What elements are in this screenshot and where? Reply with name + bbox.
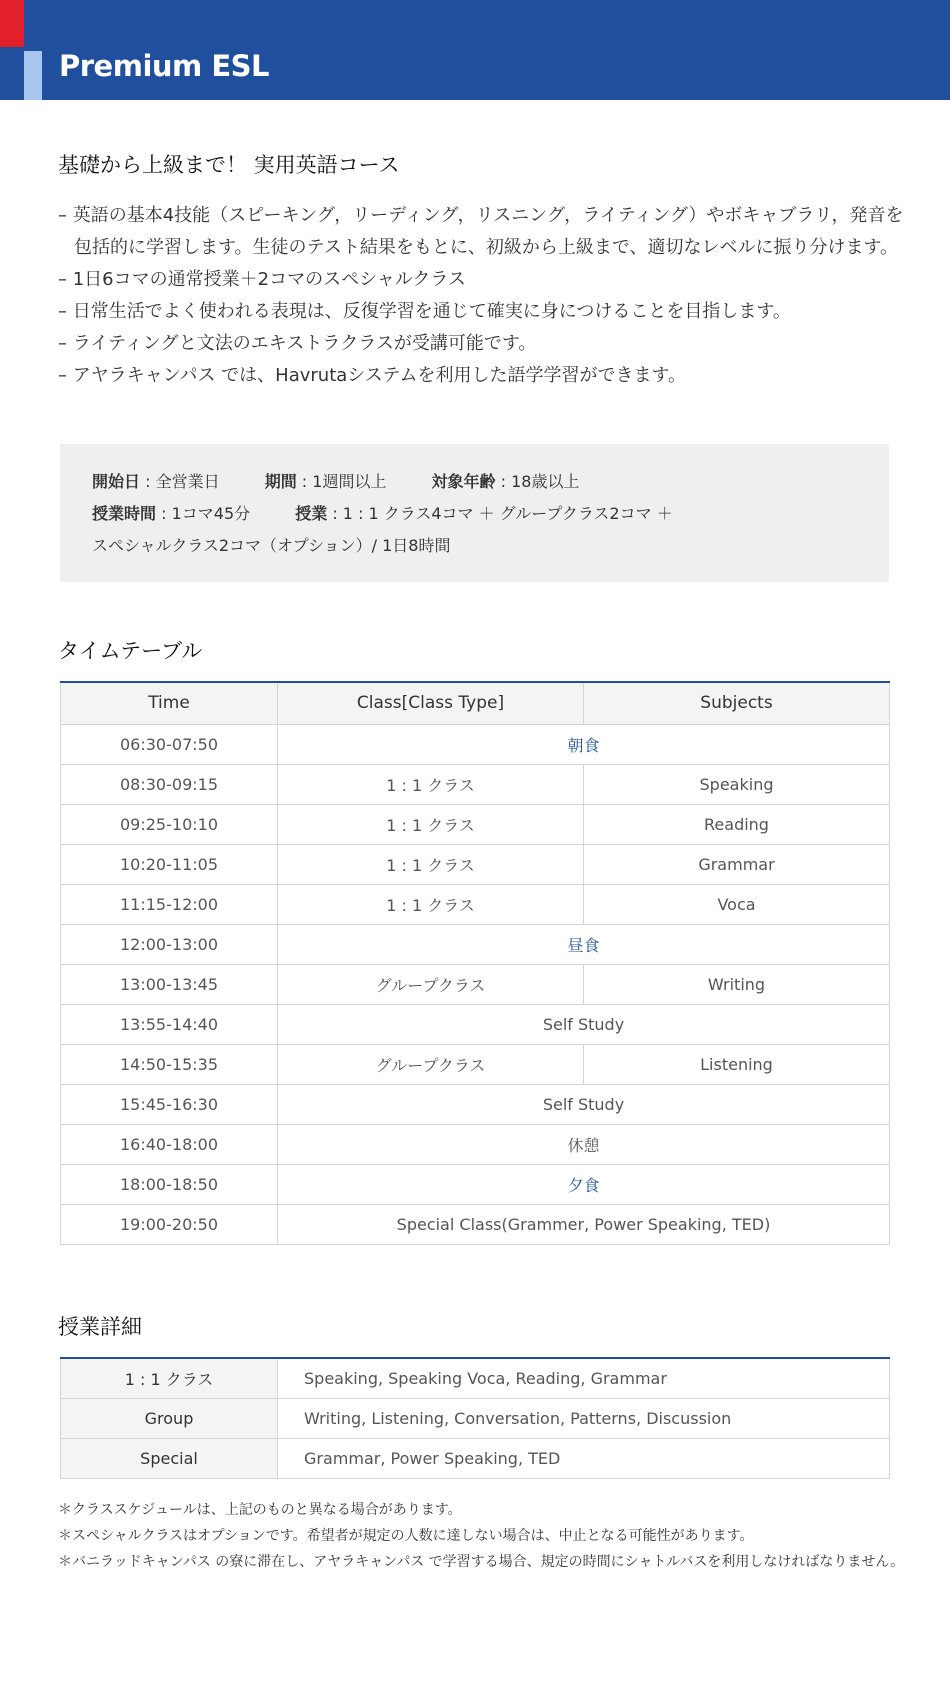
time-cell: 12:00-13:00: [61, 924, 278, 964]
hours-value: : 1コマ45分: [156, 504, 251, 523]
age-value: : 18歳以上: [495, 472, 580, 491]
timetable: [60, 681, 890, 1245]
footnotes: [58, 1497, 904, 1575]
merged-cell: 朝食: [278, 724, 890, 764]
time-cell: 15:45-16:30: [61, 1084, 278, 1124]
detail-label: Group: [61, 1398, 278, 1438]
table-row: [61, 1124, 890, 1164]
timetable-title: タイムテーブル: [58, 639, 203, 663]
page-header: [0, 0, 950, 100]
class-cell: グループクラス: [278, 1044, 584, 1084]
table-row: [61, 1438, 890, 1478]
intro-bullets: [58, 200, 918, 392]
footnote: ＊バニラッドキャンパス の寮に滞在し、アヤラキャンパス で学習する場合、規定の時間にシャトルバスを利用しなければなりません。: [58, 1554, 905, 1570]
footnote: ＊スペシャルクラスはオプションです。希望者が規定の人数に達しない場合は、中止となる可能性があります。: [58, 1528, 754, 1544]
detail-value: Speaking, Speaking Voca, Reading, Grammar: [278, 1358, 890, 1398]
period-label: 期間: [264, 472, 297, 491]
table-row: [61, 924, 890, 964]
merged-cell: 休憩: [278, 1124, 890, 1164]
table-row: [61, 1358, 890, 1398]
subject-cell: Grammar: [584, 844, 890, 884]
time-cell: 13:55-14:40: [61, 1004, 278, 1044]
table-row: [61, 964, 890, 1004]
table-row: [61, 1204, 890, 1244]
intro-title: 基礎から上級まで！ 実用英語コース: [58, 153, 400, 177]
period-value: : 1週間以上: [296, 472, 387, 491]
age-label: 対象年齢: [431, 472, 496, 491]
page-title: Premium ESL: [59, 49, 270, 83]
classes-value-continued: スペシャルクラス2コマ（オプション）/ 1日8時間: [92, 536, 451, 555]
table-header-row: [61, 682, 890, 724]
detail-label: Special: [61, 1438, 278, 1478]
table-row: [61, 1084, 890, 1124]
time-cell: 18:00-18:50: [61, 1164, 278, 1204]
time-cell: 16:40-18:00: [61, 1124, 278, 1164]
merged-cell: Special Class(Grammer, Power Speaking, TED): [278, 1204, 890, 1244]
table-row: [61, 1164, 890, 1204]
table-row: [61, 844, 890, 884]
class-cell: グループクラス: [278, 964, 584, 1004]
table-row: [61, 804, 890, 844]
class-cell: 1 : 1 クラス: [278, 804, 584, 844]
table-row: [61, 724, 890, 764]
start-label: 開始日: [92, 472, 141, 491]
bullet-item: – 1日6コマの通常授業＋2コマのスペシャルクラス: [58, 269, 466, 290]
table-row: [61, 884, 890, 924]
subject-cell: Reading: [584, 804, 890, 844]
time-cell: 19:00-20:50: [61, 1204, 278, 1244]
column-header: Subjects: [584, 682, 890, 724]
hours-label: 授業時間: [92, 504, 157, 523]
details-title: 授業詳細: [58, 1315, 142, 1339]
detail-value: Writing, Listening, Conversation, Patterns, Discussion: [278, 1398, 890, 1438]
merged-cell: 昼食: [278, 924, 890, 964]
time-cell: 13:00-13:45: [61, 964, 278, 1004]
column-header: Time: [61, 682, 278, 724]
table-row: [61, 1044, 890, 1084]
time-cell: 08:30-09:15: [61, 764, 278, 804]
merged-cell: Self Study: [278, 1084, 890, 1124]
time-cell: 09:25-10:10: [61, 804, 278, 844]
table-row: [61, 1398, 890, 1438]
header-red-accent: [0, 0, 24, 47]
info-row: [92, 498, 857, 530]
classes-value: : 1 : 1 クラス4コマ ＋ グループクラス2コマ ＋: [327, 504, 673, 523]
subject-cell: Writing: [584, 964, 890, 1004]
detail-value: Grammar, Power Speaking, TED: [278, 1438, 890, 1478]
start-value: : 全営業日: [140, 472, 220, 491]
subject-cell: Speaking: [584, 764, 890, 804]
classes-label: 授業: [295, 504, 328, 523]
bullet-item: – ライティングと文法のエキストラクラスが受講可能です。: [58, 333, 537, 354]
time-cell: 06:30-07:50: [61, 724, 278, 764]
class-cell: 1 : 1 クラス: [278, 764, 584, 804]
info-row: [92, 466, 857, 498]
detail-label: 1 : 1 クラス: [61, 1358, 278, 1398]
merged-cell: 夕食: [278, 1164, 890, 1204]
time-cell: 14:50-15:35: [61, 1044, 278, 1084]
subject-cell: Voca: [584, 884, 890, 924]
footnote: ＊クラススケジュールは、上記のものと異なる場合があります。: [58, 1502, 462, 1518]
bullet-item: – アヤラキャンパス では、Havrutaシステムを利用した語学学習ができます。: [58, 365, 687, 386]
subject-cell: Listening: [584, 1044, 890, 1084]
table-row: [61, 1004, 890, 1044]
header-light-accent: [24, 51, 42, 100]
bullet-item: – 英語の基本4技能（スピーキング，リーディング，リスニング，ライティング）やボキャブラリ，発音を包括的に学習します。生徒のテスト結果をもとに、初級から上級まで、適切なレベルに振り分けます。: [58, 205, 904, 258]
course-info-box: [60, 444, 889, 582]
time-cell: 10:20-11:05: [61, 844, 278, 884]
class-details-table: [60, 1357, 890, 1479]
column-header: Class[Class Type]: [278, 682, 584, 724]
info-row: [92, 530, 857, 562]
bullet-item: – 日常生活でよく使われる表現は、反復学習を通じて確実に身につけることを目指します。: [58, 301, 791, 322]
table-row: [61, 764, 890, 804]
class-cell: 1 : 1 クラス: [278, 884, 584, 924]
time-cell: 11:15-12:00: [61, 884, 278, 924]
class-cell: 1 : 1 クラス: [278, 844, 584, 884]
merged-cell: Self Study: [278, 1004, 890, 1044]
